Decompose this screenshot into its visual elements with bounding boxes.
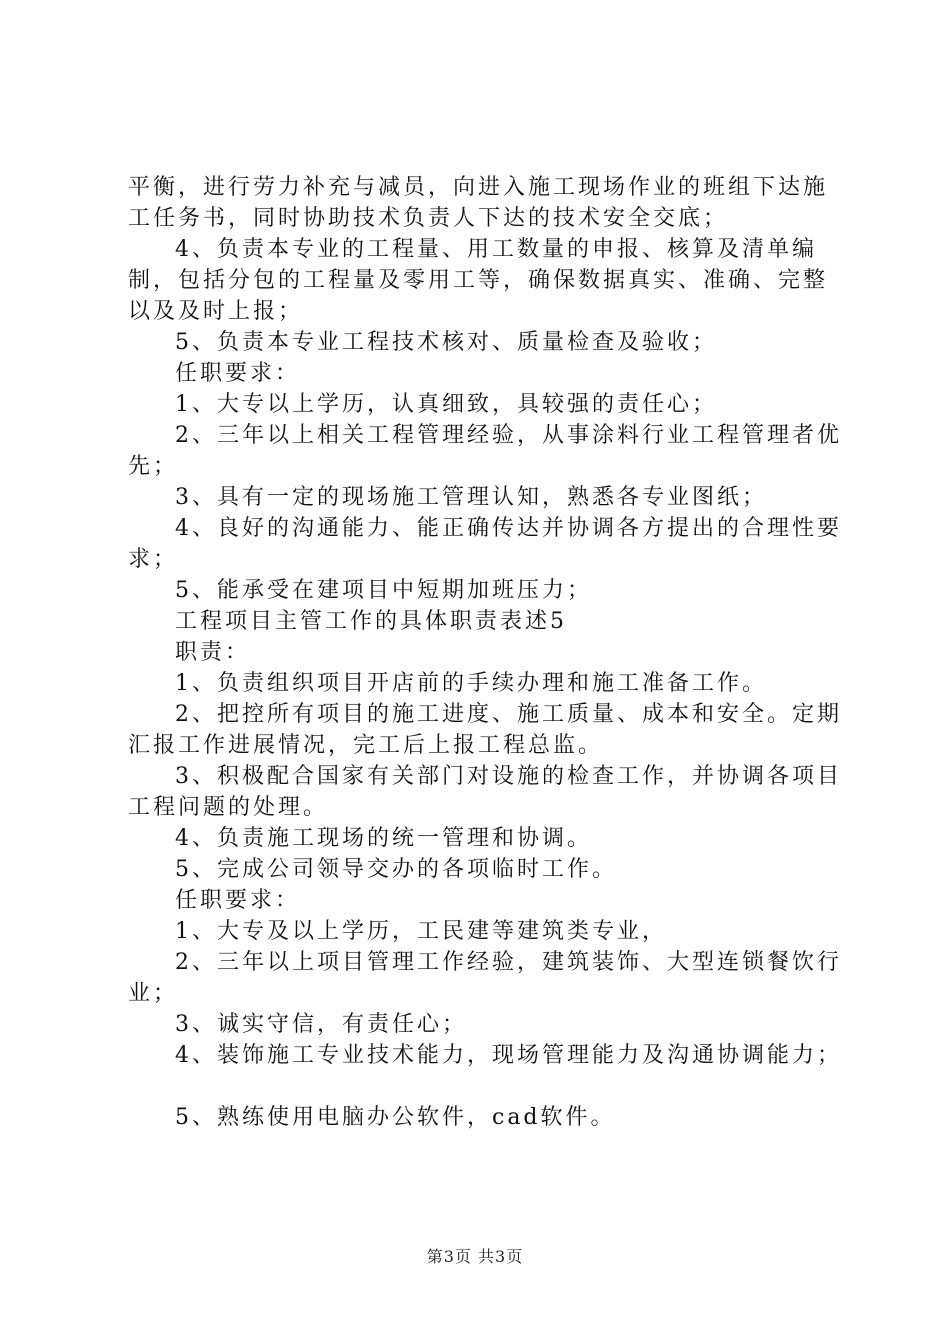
paragraph-7: 3、具有一定的现场施工管理认知，熟悉各专业图纸； [175,485,767,510]
section-title: 工程项目主管工作的具体职责表述5 [175,609,567,634]
paragraph-18: 1、大专及以上学历，工民建等建筑类专业， [175,919,667,944]
paragraph-6: 2、三年以上相关工程管理经验，从事涂料行业工程管理者优先； [128,423,842,479]
paragraph-3: 5、负责本专业工程技术核对、质量检查及验收； [175,330,717,355]
paragraph-2: 4、负责本专业的工程量、用工数量的申报、核算及清单编制，包括分包的工程量及零用工等，确保数据真实、准确、完整以及及时上报； [128,237,829,324]
section-heading-duties: 职责： [175,640,251,665]
paragraph-19: 2、三年以上项目管理工作经验，建筑装饰、大型连锁餐饮行业； [128,950,842,1006]
paragraph-20: 3、诚实守信，有责任心； [175,1012,467,1037]
section-heading-requirements-1: 任职要求： [175,361,301,386]
paragraph-16: 5、完成公司领导交办的各项临时工作。 [175,857,617,882]
paragraph-14: 3、积极配合国家有关部门对设施的检查工作，并协调各项目工程问题的处理。 [128,764,842,820]
paragraph-12: 1、负责组织项目开店前的手续办理和施工准备工作。 [175,671,767,696]
page-number-footer: 第3页 共3页 [426,1247,524,1266]
paragraph-1: 平衡，进行劳力补充与减员，向进入施工现场作业的班组下达施工任务书，同时协助技术负责人下达的技术安全交底； [128,175,829,231]
section-heading-requirements-2: 任职要求： [175,888,301,913]
document-body [128,172,848,1133]
paragraph-15: 4、负责施工现场的统一管理和协调。 [175,826,592,851]
blank-line [128,1071,848,1102]
paragraph-23: 5、熟练使用电脑办公软件，cad软件。 [175,1105,616,1130]
paragraph-5: 1、大专以上学历，认真细致，具较强的责任心； [175,392,717,417]
paragraph-9: 5、能承受在建项目中短期加班压力； [175,578,592,603]
paragraph-13: 2、把控所有项目的施工进度、施工质量、成本和安全。定期汇报工作进展情况，完工后上报工程总监。 [128,702,842,758]
paragraph-21: 4、装饰施工专业技术能力，现场管理能力及沟通协调能力； [175,1043,842,1068]
paragraph-8: 4、良好的沟通能力、能正确传达并协调各方提出的合理性要求； [128,516,842,572]
